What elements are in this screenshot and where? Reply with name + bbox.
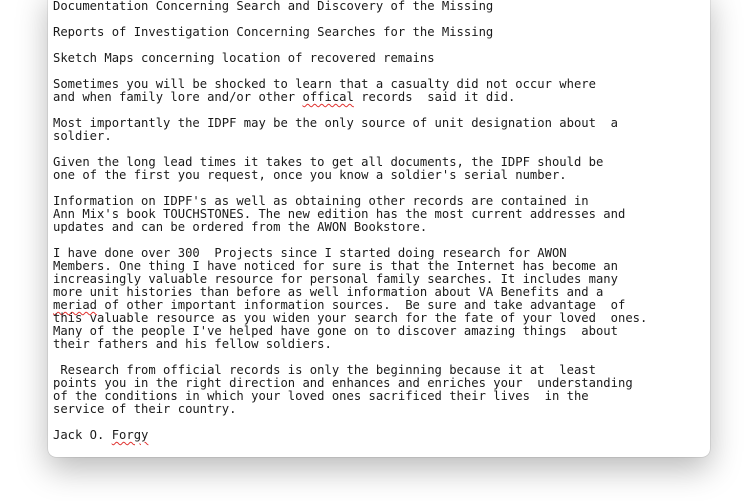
- misspelled-word[interactable]: offical: [302, 90, 354, 104]
- text-segment: of other important information sources. Be sure and take advantage of: [97, 298, 626, 312]
- text-segment: Members. One thing I have noticed for sure is that the Internet has become an: [53, 259, 618, 273]
- text-segment: and when family lore and/or other: [53, 90, 303, 104]
- document-text-area[interactable]: [53, 0, 706, 442]
- text-line: [53, 130, 706, 143]
- text-segment: service of their country.: [53, 402, 237, 416]
- text-segment: points you in the right direction and enhances and enriches your understanding: [53, 376, 633, 390]
- text-segment: Most importantly the IDPF may be the only source of unit designation about a: [53, 116, 618, 130]
- text-segment: Jack O.: [53, 428, 112, 442]
- text-segment: more unit histories than before as well information about VA Benefits and a: [53, 285, 604, 299]
- text-segment: Reports of Investigation Concerning Searches for the Missing: [53, 25, 494, 39]
- text-segment: of the conditions in which your loved ones sacrificed their lives in the: [53, 389, 589, 403]
- text-line: [53, 429, 706, 442]
- text-segment: their fathers and his fellow soldiers.: [53, 337, 332, 351]
- text-segment: Given the long lead times it takes to get all documents, the IDPF should be: [53, 155, 604, 169]
- text-line: [53, 169, 706, 182]
- text-line: [53, 117, 706, 130]
- document-window: [48, 0, 710, 457]
- text-segment: increasingly valuable resource for personal family searches. It includes many: [53, 272, 618, 286]
- text-segment: Research from official records is only the beginning because it at least: [53, 363, 596, 377]
- misspelled-word[interactable]: meriad: [53, 298, 98, 312]
- text-segment: updates and can be ordered from the AWON Bookstore.: [53, 220, 428, 234]
- text-line: [53, 91, 706, 104]
- text-segment: I have done over 300 Projects since I started doing research for AWON: [53, 246, 567, 260]
- text-line: [53, 403, 706, 416]
- text-segment: one of the first you request, once you know a soldier's serial number.: [53, 168, 567, 182]
- text-segment: records said it did.: [353, 90, 516, 104]
- text-segment: Sometimes you will be shocked to learn that a casualty did not occur where: [53, 77, 596, 91]
- text-segment: Documentation Concerning Search and Discovery of the Missing: [53, 0, 494, 13]
- text-segment: Sketch Maps concerning location of recovered remains: [53, 51, 435, 65]
- text-segment: Ann Mix's book TOUCHSTONES. The new edition has the most current addresses and: [53, 207, 626, 221]
- misspelled-word[interactable]: Forgy: [111, 428, 149, 442]
- text-line: [53, 338, 706, 351]
- text-segment: soldier.: [53, 129, 112, 143]
- text-line: [53, 221, 706, 234]
- text-segment: Many of the people I've helped have gone on to discover amazing things about: [53, 324, 618, 338]
- text-line: [53, 26, 706, 39]
- text-segment: Information on IDPF's as well as obtaining other records are contained in: [53, 194, 589, 208]
- text-line: [53, 52, 706, 65]
- text-line: [53, 0, 706, 13]
- text-segment: this valuable resource as you widen your search for the fate of your loved ones.: [53, 311, 648, 325]
- blank-line: [53, 416, 706, 429]
